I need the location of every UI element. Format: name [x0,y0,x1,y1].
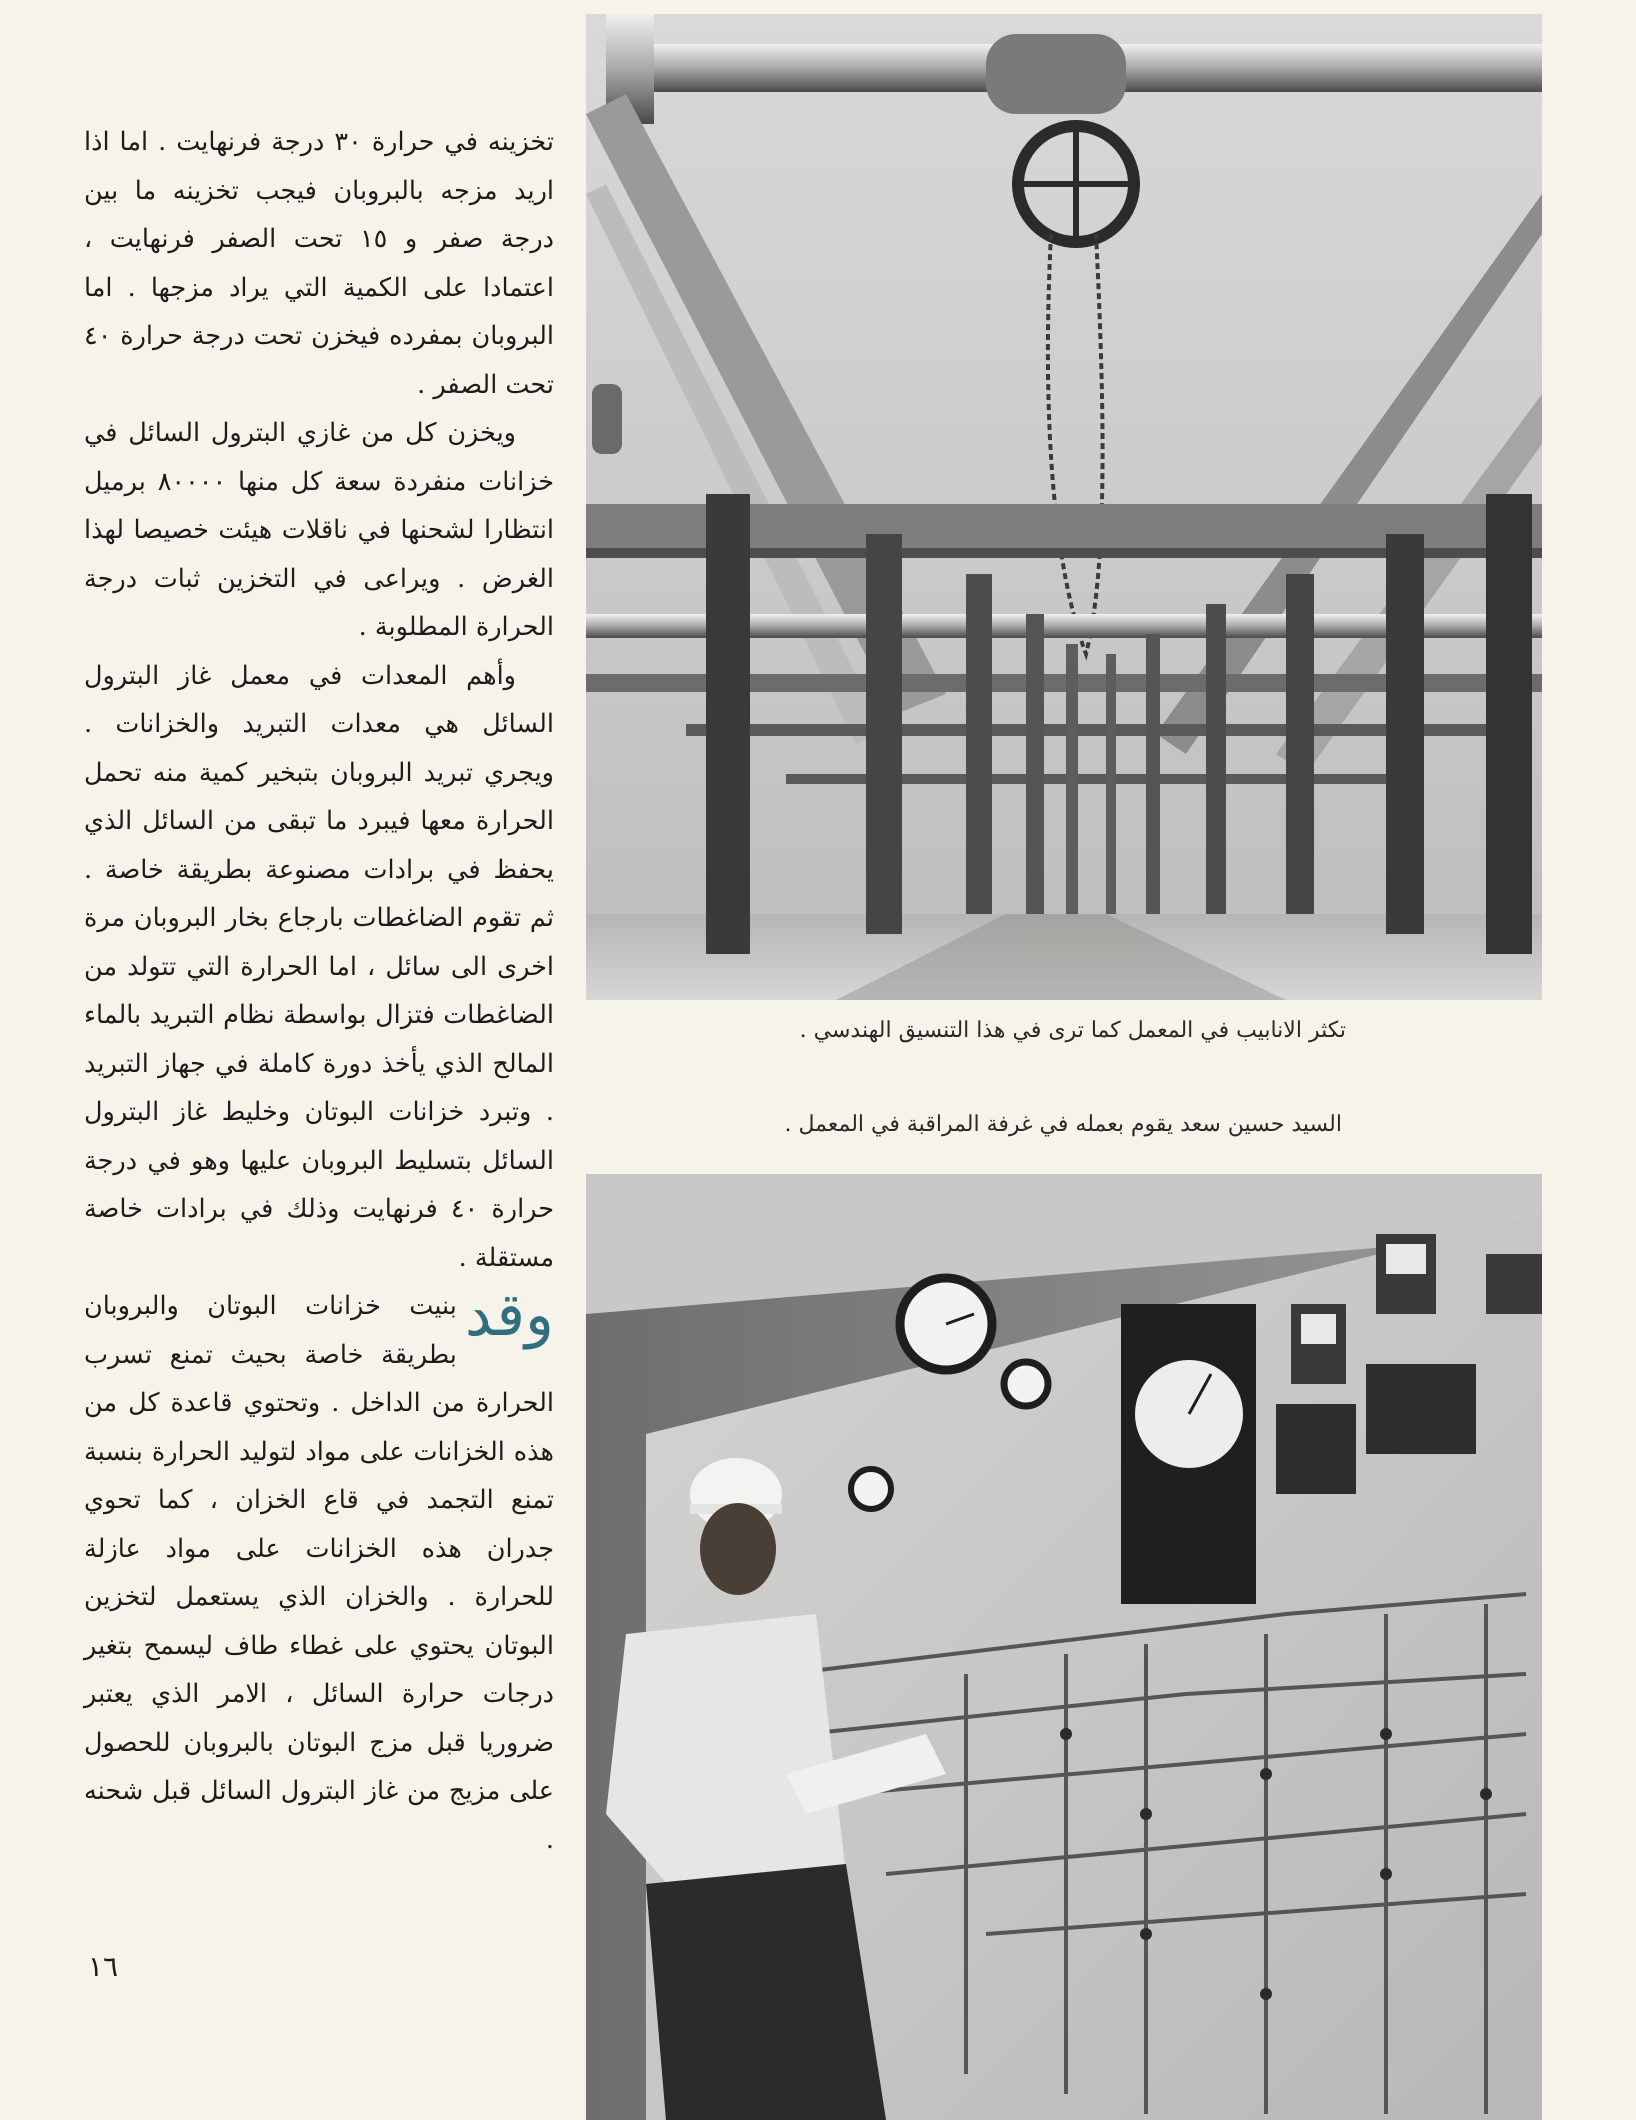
article-paragraph-4 [84,1282,554,1864]
article-paragraph-3: وأهم المعدات في معمل غاز البترول السائل هي معدات التبريد والخزانات . ويجري تبريد البروبان بتبخير كمية منه تحمل الحرارة معها فيبرد ما تبقى من السائل الذي يحفظ في برادات مصنوعة بطريقة خاصة . ثم تقوم الضاغطات بارجاع بخار البروبان مرة اخرى الى سائل ، اما الحرارة التي تتولد من الضاغطات فتزال بواسطة نظام التبريد بالماء المالح الذي يأخذ دورة كاملة في جهاز التبريد . وتبرد خزانات البوتان وخليط غاز البترول السائل بتسليط البروبان عليها وهو في درجة حرارة ٤٠ فرنهايت وذلك في برادات خاصة مستقلة . [84,660,554,1273]
article-paragraph-1: تخزينه في حرارة ٣٠ درجة فرنهايت . اما اذا اريد مزجه بالبروبان فيجب تخزينه ما بين درجة صفر و ١٥ تحت الصفر فرنهايت ، اعتمادا على الكمية التي يراد مزجها . اما البروبان بمفرده فيخزن تحت درجة حرارة ٤٠ تحت الصفر . [84,127,554,400]
pipes-photo-caption: تكثر الانابيب في المعمل كما ترى في هذا التنسيق الهندسي . [799,1018,1346,1043]
article-text-column [84,118,554,1864]
page-number: ١٦ [88,1950,119,1983]
article-paragraph-4-text: بنيت خزانات البوتان والبروبان بطريقة خاصة بحيث تمنع تسرب الحرارة من الداخل . وتحتوي قاعدة كل من هذه الخزانات على مواد لتوليد الحرارة بنسبة تمنع التجمد في قاع الخزان ، كما تحوي جدران هذه الخزانات على مواد عازلة للحرارة . والخزان الذي يستعمل لتخزين البوتان يحتوي على غطاء طاف ليسمح بتغير درجات حرارة السائل ، الامر الذي يعتبر ضروريا قبل مزج البوتان بالبروبان للحصول على مزيج من غاز البترول السائل قبل شحنه . [84,1291,554,1855]
control-photo-caption: السيد حسين سعد يقوم بعمله في غرفة المراقبة في المعمل . [784,1112,1342,1137]
article-paragraph-2: ويخزن كل من غازي البترول السائل في خزانات منفردة سعة كل منها ٨٠٠٠٠ برميل انتظارا لشحنها في ناقلات هيئت خصيصا لهذا الغرض . ويراعى في التخزين ثبات درجة الحرارة المطلوبة . [84,418,554,642]
control-room-photo [586,1174,1542,2120]
control-room-photo-illustration [586,1174,1542,2120]
pipes-photo-illustration [586,14,1542,1000]
dropcap-word: وقد [464,1280,554,1350]
pipes-photo [586,14,1542,1000]
